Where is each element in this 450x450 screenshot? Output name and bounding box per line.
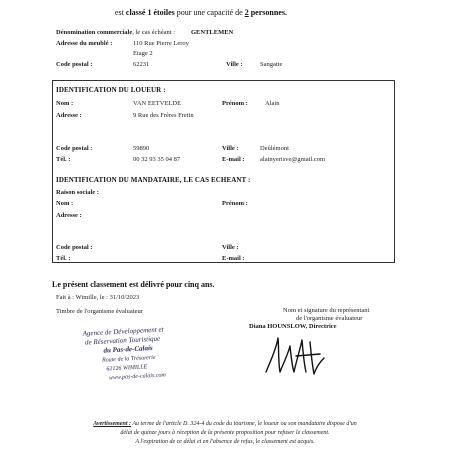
- timbre-label: Timbre de l'organisme évaluateur: [56, 308, 143, 315]
- mandataire-tel-label: Tél. :: [56, 255, 71, 262]
- meuble-ville-value: Sangatte: [260, 61, 283, 68]
- classification-value: classé 1 étoiles: [125, 8, 175, 17]
- denomination-label: Dénomination commerciale, le cas échéant :: [56, 29, 176, 36]
- stamp-line-3: du Pas-de-Calais: [103, 344, 153, 355]
- delivery-statement: Le présent classement est délivré pour cinq ans.: [52, 280, 215, 289]
- meuble-adresse-line2: Etage 2: [133, 50, 153, 57]
- mandataire-adresse-label: Adresse :: [56, 212, 82, 219]
- capacity-value: 2: [244, 8, 249, 17]
- meuble-code-postal-label: Code postal :: [56, 61, 93, 68]
- signature-caption-1: Nom et signature du représentant: [283, 307, 370, 314]
- classification-heading: est classé 1 étoiles pour une capacité de 2 personnes.: [115, 8, 287, 17]
- mandataire-prenom-label: Prénom :: [222, 200, 248, 207]
- loueur-tel-label: Tél. :: [56, 156, 71, 163]
- denomination-value: GENTLEMEN: [191, 29, 234, 36]
- stamp-line-1: Agence de Développement et: [82, 325, 164, 338]
- meuble-adresse-label: Adresse du meublé :: [56, 40, 113, 47]
- meuble-code-postal-value: 62231: [133, 61, 150, 68]
- official-stamp: [82, 324, 185, 393]
- loueur-ville-value: Deûlémont: [260, 145, 289, 152]
- loueur-adresse-label: Adresse :: [56, 112, 82, 119]
- avertissement-line-3: A l'expiration de ce délai et en l'absence de refus, le classement est acquis.: [135, 439, 315, 445]
- fait-a: Fait à : Wimille, le : 31/10/2023: [56, 294, 140, 301]
- loueur-nom-label: Nom :: [56, 100, 74, 107]
- mandataire-ville-label: Ville :: [222, 244, 239, 251]
- signature-name: Diana HOUNSLOW, Directrice: [249, 323, 337, 330]
- signature-caption-2: de l'organisme évaluateur: [296, 315, 363, 322]
- handwritten-signature: [262, 332, 328, 380]
- loueur-prenom-label: Prénom :: [222, 100, 248, 107]
- meuble-ville-label: Ville :: [226, 61, 243, 68]
- mandataire-code-postal-label: Code postal :: [56, 244, 93, 251]
- loueur-email-label: E-mail :: [222, 156, 245, 163]
- stamp-line-2: de Réservation Touristique: [84, 334, 161, 347]
- identification-box: [52, 80, 395, 263]
- loueur-title: IDENTIFICATION DU LOUEUR :: [56, 86, 166, 94]
- mandataire-email-label: E-mail :: [222, 255, 245, 262]
- meuble-adresse-line1: 110 Rue Pierre Leroy: [133, 40, 189, 47]
- avertissement-line-2: délai de quinze jours à réception de la présente proposition pour refuser le classement.: [120, 430, 330, 436]
- loueur-nom-value: VAN EETVELDE: [133, 100, 182, 107]
- mandataire-raison-label: Raison sociale :: [56, 189, 99, 196]
- loueur-ville-label: Ville :: [222, 145, 239, 152]
- avertissement-line-1: Avertissement : Au terme de l'article D. 324-4 du code du tourisme, le loueur ou son mandataire dispose d'un: [93, 421, 357, 427]
- loueur-code-postal-value: 59890: [133, 145, 150, 152]
- loueur-adresse-value: 9 Rue des Frères Fretin: [133, 112, 194, 119]
- loueur-prenom-value: Alain: [265, 100, 280, 107]
- stamp-line-4: Route de la Trésorerie: [101, 354, 156, 364]
- mandataire-title: IDENTIFICATION DU MANDATAIRE, LE CAS ECHEANT :: [56, 176, 251, 184]
- loueur-tel-value: 00 32 93 35 04 87: [133, 156, 181, 163]
- stamp-line-5: 62126 WIMILLE: [106, 364, 148, 373]
- avertissement-label: Avertissement :: [93, 421, 131, 427]
- mandataire-nom-label: Nom :: [56, 200, 74, 207]
- stamp-line-6: www.pas-de-calais.com: [108, 372, 166, 382]
- loueur-code-postal-label: Code postal :: [56, 145, 93, 152]
- loueur-email-value: alainyerisve@gmail.com: [260, 156, 326, 163]
